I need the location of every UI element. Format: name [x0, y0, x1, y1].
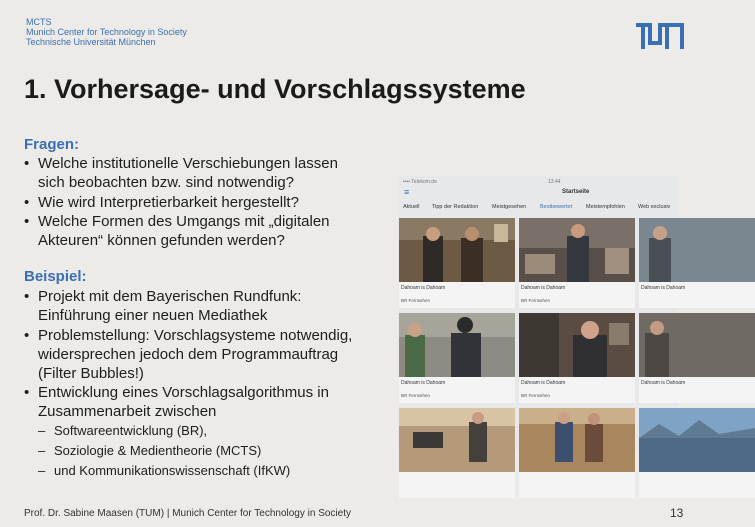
video-thumbnail	[519, 218, 635, 282]
video-title: Dahoam is Dahoam	[521, 285, 566, 291]
video-title: Dahoam is Dahoam	[401, 380, 446, 386]
beispiel-bullet-2: • Problemstellung: Vorschlagsysteme notwendig, widersprechen jedoch dem Programmauftrag (Filter Bubbles!)	[24, 326, 364, 383]
clock-label: 13:44	[548, 179, 561, 185]
sub-bullet-3-text: und Kommunikationswissenschaft (IfKW)	[54, 463, 291, 478]
footer-text: Prof. Dr. Sabine Maasen (TUM) | Munich Center for Technology in Society	[24, 508, 351, 519]
video-title: Dahoam is Dahoam	[641, 285, 686, 291]
status-bar	[398, 176, 678, 186]
video-tile[interactable]	[639, 408, 755, 498]
fragen-bullet-3: • Welche Formen des Umgangs mit „digitalen Akteuren“ können gefunden werden?	[24, 212, 364, 250]
video-channel: BR Fernsehen	[401, 393, 431, 398]
video-thumbnail	[639, 408, 755, 472]
sub-bullet-3: – und Kommunikationswissenschaft (IfKW)	[38, 463, 291, 478]
fragen-bullet-1-text: Welche institutionelle Verschiebungen lassen sich beobachten bzw. sind notwendig?	[38, 155, 338, 191]
hamburger-menu-icon[interactable]: ≡	[404, 187, 410, 197]
carrier-label: •••• Telekom.de	[403, 179, 437, 185]
tab-bestbewertet[interactable]: Bestbewertet	[540, 204, 573, 210]
page-number: 13	[670, 506, 684, 520]
header-line-1: MCTS	[26, 17, 52, 27]
tum-logo	[636, 23, 684, 49]
video-thumbnail	[519, 408, 635, 472]
tab-meistgesehen[interactable]: Meistgesehen	[492, 204, 527, 210]
video-tile[interactable]	[519, 313, 635, 403]
tab-web-exclusiv[interactable]: Web exclusiv	[638, 204, 671, 210]
beispiel-bullet-2-text: Problemstellung: Vorschlagsysteme notwendig, widersprechen jedoch dem Programmauftrag (Filter Bubbles!)	[38, 327, 353, 382]
video-title: Dahoam is Dahoam	[401, 285, 446, 291]
tab-tipp-der-redaktion[interactable]: Tipp der Redaktion	[432, 204, 479, 210]
video-tile[interactable]	[519, 218, 635, 308]
fragen-bullet-1: • Welche institutionelle Verschiebungen lassen sich beobachten bzw. sind notwendig?	[24, 154, 364, 192]
fragen-bullet-3-text: Welche Formen des Umgangs mit „digitalen Akteuren“ können gefunden werden?	[38, 213, 330, 249]
sub-bullet-1: – Softwareentwicklung (BR),	[38, 423, 208, 438]
slide-title: 1. Vorhersage- und Vorschlagssysteme	[24, 74, 526, 104]
fragen-bullet-2-text: Wie wird Interpretierbarkeit hergestellt?	[38, 194, 299, 211]
video-tile[interactable]	[639, 218, 755, 308]
video-thumbnail	[639, 218, 755, 282]
video-thumbnail	[639, 313, 755, 377]
sub-bullet-2-text: Soziologie & Medientheorie (MCTS)	[54, 443, 262, 458]
fragen-bullet-2: • Wie wird Interpretierbarkeit hergestellt?	[24, 193, 364, 212]
sub-bullet-1-text: Softwareentwicklung (BR),	[54, 423, 208, 438]
video-title: Dahoam is Dahoam	[521, 380, 566, 386]
video-channel: BR Fernsehen	[521, 393, 551, 398]
app-title: Startseite	[562, 189, 590, 195]
beispiel-bullet-1: • Projekt mit dem Bayerischen Rundfunk: Einführung einer neuen Mediathek	[24, 287, 364, 325]
header-line-3: Technische Universität München	[26, 37, 156, 47]
video-channel: BR Fernsehen	[401, 298, 431, 303]
video-tile[interactable]	[399, 218, 515, 308]
header-line-2: Munich Center for Technology in Society	[26, 27, 187, 37]
video-channel: BR Fernsehen	[521, 298, 551, 303]
mediathek-screenshot	[398, 176, 686, 450]
video-tile[interactable]	[399, 408, 515, 498]
app-bar	[398, 186, 678, 200]
tab-aktuell[interactable]: Aktuell	[403, 204, 420, 210]
video-title: Dahoam is Dahoam	[641, 380, 686, 386]
video-thumbnail	[399, 408, 515, 472]
video-tile[interactable]	[399, 313, 515, 403]
beispiel-bullet-1-text: Projekt mit dem Bayerischen Rundfunk: Einführung einer neuen Mediathek	[38, 288, 302, 324]
video-thumbnail	[399, 218, 515, 282]
sub-bullet-2: – Soziologie & Medientheorie (MCTS)	[38, 443, 262, 458]
video-tile[interactable]	[519, 408, 635, 498]
fragen-heading: Fragen:	[24, 136, 80, 153]
beispiel-bullet-3-text: Entwicklung eines Vorschlagsalgorithmus in Zusammenarbeit zwischen	[38, 384, 329, 420]
video-thumbnail	[519, 313, 635, 377]
tab-meistempfohlen[interactable]: Meistempfohlen	[586, 204, 625, 210]
beispiel-bullet-3: • Entwicklung eines Vorschlagsalgorithmus in Zusammenarbeit zwischen	[24, 383, 364, 421]
institution-header	[26, 17, 187, 47]
category-tabs	[398, 202, 678, 214]
beispiel-heading: Beispiel:	[24, 268, 87, 285]
video-tile[interactable]	[639, 313, 755, 403]
video-thumbnail	[399, 313, 515, 377]
